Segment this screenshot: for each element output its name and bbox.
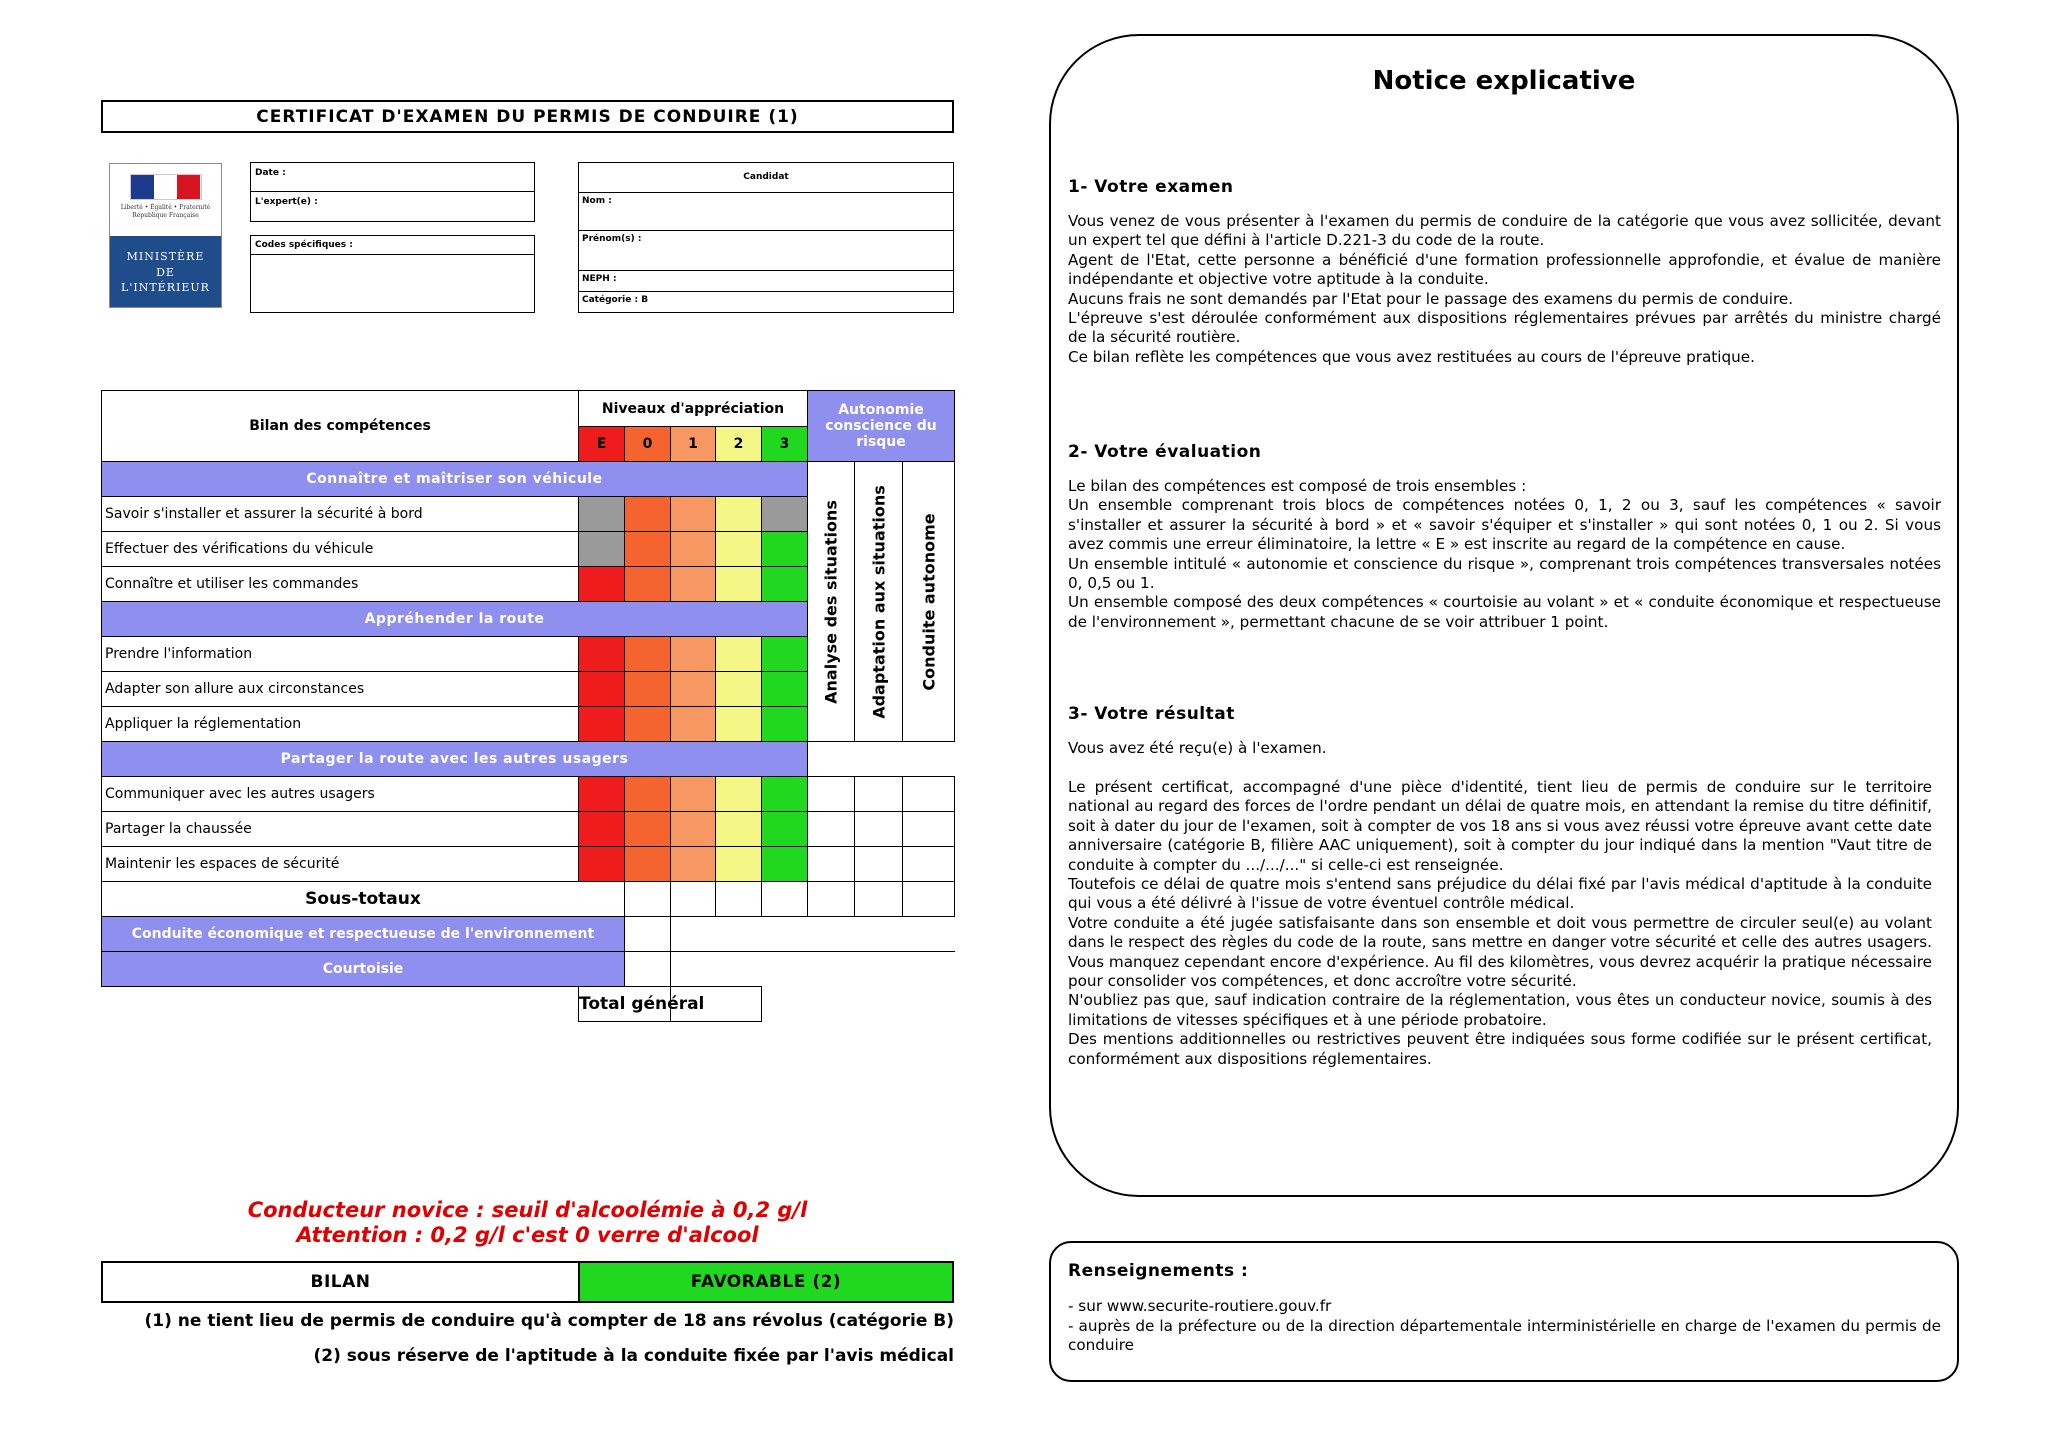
level-cell <box>671 707 716 742</box>
subtotals-label: Sous-totaux <box>102 882 625 917</box>
candidate-categorie: Catégorie : B <box>582 295 649 305</box>
autonomy-cell <box>855 812 903 847</box>
expert-label: L'expert(e) : <box>255 197 318 207</box>
competences-grid <box>101 390 954 1014</box>
date-label: Date : <box>255 168 286 178</box>
logo-line1: MINISTÈRE <box>126 249 205 263</box>
competence-label: Adapter son allure aux circonstances <box>102 672 579 707</box>
level-cell <box>579 497 625 532</box>
competence-label: Prendre l'information <box>102 637 579 672</box>
section-evaluation-text: Le bilan des compétences est composé de trois ensembles : Un ensemble comprenant trois blocs de compétences notées 0, 1, 2 ou 3, sauf les compétences « savoir s'installer et assurer la sécurité à bord » et « savoir s'équiper et s'installer » qui sont notées 0, 1 ou 2. Si vous avez commis une erreur éliminatoire, la lettre « E » est inscrite au regard de la compétence en cause. Un ensemble intitulé « autonomie et conscience du risque », comprenant trois compétences transversales notées 0, 0,5 ou 1. Un ensemble composé des deux compétences « courtoisie au volant » et « conduite économique et respectueuse de l'environnement », permettant chacune de se voir attribuer 1 point. <box>1068 477 1941 631</box>
level-cell <box>716 707 762 742</box>
level-cell <box>625 637 671 672</box>
autonomy-cell <box>808 812 855 847</box>
level-cell <box>625 812 671 847</box>
level-cell <box>625 672 671 707</box>
level-cell <box>625 532 671 567</box>
level-e: E <box>579 427 625 462</box>
level-cell <box>762 847 808 882</box>
level-cell <box>579 637 625 672</box>
level-cell <box>762 707 808 742</box>
ministry-logo <box>109 163 222 308</box>
codes-label: Codes spécifiques : <box>251 236 534 255</box>
logo-republic: République Française <box>132 211 199 219</box>
expert-field <box>250 191 535 222</box>
total-label: Total général <box>579 987 671 1022</box>
section-share-road: Partager la route avec les autres usagers <box>102 742 808 777</box>
logo-motto: Liberté • Égalité • Fraternité <box>120 204 211 211</box>
level-cell <box>762 812 808 847</box>
autonomy-analyse-label: Analyse des situations <box>821 499 841 704</box>
level-cell <box>671 672 716 707</box>
level-cell <box>716 567 762 602</box>
level-cell <box>625 777 671 812</box>
section-route: Appréhender la route <box>102 602 808 637</box>
eco-driving-label: Conduite économique et respectueuse de l'environnement <box>102 917 625 952</box>
level-cell <box>671 497 716 532</box>
section-resultat-intro: Vous avez été reçu(e) à l'examen. <box>1068 739 1327 757</box>
level-0: 0 <box>625 427 671 462</box>
subtotal-cell <box>762 882 808 917</box>
alcohol-warning <box>101 1198 954 1248</box>
autonomy-adaptation <box>855 462 903 742</box>
candidate-prenom: Prénom(s) : <box>579 231 953 271</box>
level-cell <box>762 637 808 672</box>
autonomy-cell <box>903 812 955 847</box>
competence-label: Communiquer avec les autres usagers <box>102 777 579 812</box>
footnote-1: (1) ne tient lieu de permis de conduire qu'à compter de 18 ans révolus (catégorie B) <box>144 1311 954 1331</box>
levels-title: Niveaux d'appréciation <box>579 391 808 427</box>
eco-score-cell <box>625 917 671 952</box>
level-cell <box>579 847 625 882</box>
subtotal-cell <box>855 882 903 917</box>
autonomy-cell <box>903 777 955 812</box>
level-cell <box>671 847 716 882</box>
warning-line2: Attention : 0,2 g/l c'est 0 verre d'alcool <box>296 1223 759 1248</box>
competence-label: Partager la chaussée <box>102 812 579 847</box>
level-cell <box>579 567 625 602</box>
competence-label: Connaître et utiliser les commandes <box>102 567 579 602</box>
level-cell <box>716 532 762 567</box>
section-resultat-text: Le présent certificat, accompagné d'une pièce d'identité, tient lieu de permis de conduire sur le territoire national au regard des forces de l'ordre pendant un délai de quatre mois, en attendant la remise du titre définitif, soit à dater du jour de l'examen, soit à compter de vos 18 ans si vous avez réussi votre épreuve avant cette date anniversaire (catégorie B, filière AAC uniquement), soit à compter du jour indiqué dans la mention "Vaut titre de conduite à compter du .../.../..." si celle-ci est renseignée. Toutefois ce délai de quatre mois s'entend sans préjudice du délai fixé par l'avis médical d'aptitude à la conduite qui vous a été délivré à l'issue de votre éventuel contrôle médical. Votre conduite a été jugée satisfaisante dans son ensemble et doit vous permettre de circuler seul(e) au volant dans le respect des règles du code de la route, sans mettre en danger votre sécurité et celle des autres usagers. Vous manquez cependant encore d'expérience. Au fil des kilomètres, vous devrez acquérir la pratique nécessaire pour consolider vos compétences, et donc accroître votre sécurité. N'oubliez pas que, sauf indication contraire de la réglementation, vous êtes un conducteur novice, soumis à des limitations de vitesses spécifiques et à une période probatoire. Des mentions additionnelles ou restrictives peuvent être indiquées sous forme codifiée sur le présent certificat, conformément aux dispositions réglementaires. <box>1068 778 1932 1068</box>
competence-label: Savoir s'installer et assurer la sécurité à bord <box>102 497 579 532</box>
autonomy-title: Autonomie conscience du risque <box>808 391 955 462</box>
autonomy-cell <box>903 847 955 882</box>
autonomy-cell <box>808 847 855 882</box>
level-cell <box>625 497 671 532</box>
footnote-2: (2) sous réserve de l'aptitude à la conduite fixée par l'avis médical <box>313 1346 954 1366</box>
level-cell <box>762 497 808 532</box>
competence-row <box>102 777 955 812</box>
autonomy-cell <box>808 777 855 812</box>
info-line2: - auprès de la préfecture ou de la direction départementale interministérielle en charge de l'examen du permis de conduire <box>1068 1317 1941 1355</box>
level-cell <box>716 497 762 532</box>
level-cell <box>716 812 762 847</box>
bilan-bar <box>101 1261 954 1303</box>
level-cell <box>579 812 625 847</box>
subtotal-cell <box>903 882 955 917</box>
level-2: 2 <box>716 427 762 462</box>
level-cell <box>625 847 671 882</box>
candidate-box <box>578 162 954 313</box>
bilan-result: FAVORABLE (2) <box>580 1263 952 1301</box>
level-3: 3 <box>762 427 808 462</box>
subtotal-cell <box>625 882 671 917</box>
candidate-neph: NEPH : <box>579 271 953 292</box>
grid-title: Bilan des compétences <box>102 391 579 462</box>
level-cell <box>579 777 625 812</box>
subtotal-cell <box>716 882 762 917</box>
section-evaluation-title: 2- Votre évaluation <box>1068 442 1262 462</box>
courtesy-score-cell <box>625 952 671 987</box>
autonomy-analyse <box>808 462 855 742</box>
notice-title: Notice explicative <box>1372 66 1636 96</box>
competence-label: Maintenir les espaces de sécurité <box>102 847 579 882</box>
candidate-nom: Nom : <box>579 193 953 231</box>
level-cell <box>671 777 716 812</box>
level-cell <box>671 637 716 672</box>
autonomy-conduite-label: Conduite autonome <box>919 512 939 691</box>
level-cell <box>716 777 762 812</box>
level-cell <box>716 672 762 707</box>
subtotal-cell <box>671 882 716 917</box>
info-line1: - sur www.securite-routiere.gouv.fr <box>1068 1297 1332 1315</box>
date-field <box>250 162 535 192</box>
section-resultat-title: 3- Votre résultat <box>1068 704 1235 724</box>
section-vehicle: Connaître et maîtriser son véhicule <box>102 462 808 497</box>
level-cell <box>762 672 808 707</box>
logo-line2: DE <box>156 265 175 279</box>
level-cell <box>579 707 625 742</box>
section-examen-title: 1- Votre examen <box>1068 177 1234 197</box>
level-cell <box>579 532 625 567</box>
competence-row <box>102 812 955 847</box>
level-cell <box>625 707 671 742</box>
section-examen-text: Vous venez de vous présenter à l'examen du permis de conduire de la catégorie que vous avez sollicitée, devant un expert tel que défini à l'article D.221-3 du code de la route. Agent de l'Etat, cette personne a bénéficié d'une formation professionnelle approfondie, et évalue de manière indépendante et objective votre aptitude à la conduite. Aucuns frais ne sont demandés par l'Etat pour le passage des examens du permis de conduire. L'épreuve s'est déroulée conformément aux dispositions réglementaires prévues par arrêtés du ministre chargé de la sécurité routière. Ce bilan reflète les compétences que vous avez restituées au cours de l'épreuve pratique. <box>1068 212 1941 366</box>
level-cell <box>716 847 762 882</box>
logo-line3: L'INTÉRIEUR <box>121 281 210 295</box>
level-cell <box>671 567 716 602</box>
level-cell <box>671 532 716 567</box>
autonomy-cell <box>855 777 903 812</box>
autonomy-cell <box>855 847 903 882</box>
bilan-label: BILAN <box>103 1263 580 1301</box>
level-cell <box>762 567 808 602</box>
warning-line1: Conducteur novice : seuil d'alcoolémie à 0,2 g/l <box>247 1198 808 1222</box>
level-1: 1 <box>671 427 716 462</box>
certificate-title: CERTIFICAT D'EXAMEN DU PERMIS DE CONDUIRE (1) <box>101 100 954 133</box>
french-flag-icon <box>130 174 202 200</box>
level-cell <box>625 567 671 602</box>
level-cell <box>671 812 716 847</box>
level-cell <box>762 532 808 567</box>
courtesy-label: Courtoisie <box>102 952 625 987</box>
codes-field <box>250 235 535 313</box>
subtotal-cell <box>808 882 855 917</box>
level-cell <box>716 637 762 672</box>
autonomy-conduite <box>903 462 955 742</box>
autonomy-adaptation-label: Adaptation aux situations <box>869 484 888 719</box>
level-cell <box>762 777 808 812</box>
level-cell <box>579 672 625 707</box>
candidate-header: Candidat <box>579 163 953 193</box>
info-title: Renseignements : <box>1068 1261 1249 1281</box>
competence-row <box>102 847 955 882</box>
competence-label: Appliquer la réglementation <box>102 707 579 742</box>
competence-label: Effectuer des vérifications du véhicule <box>102 532 579 567</box>
